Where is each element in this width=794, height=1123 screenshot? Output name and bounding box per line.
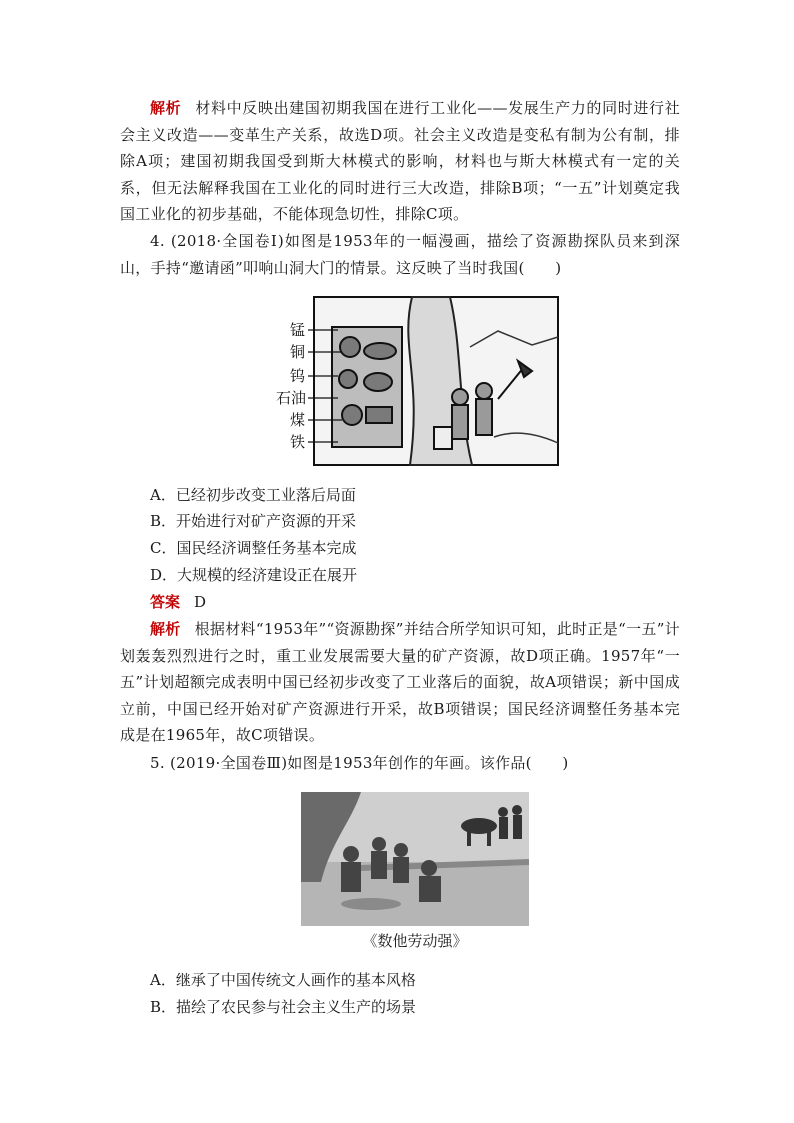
painting-food-basket [341,898,401,910]
intro-analysis-paragraph [120,95,680,228]
painting-ground [301,862,529,926]
label-copper: 铜 [290,343,306,361]
q4-answer [150,589,206,615]
q5-new-year-painting [301,792,529,926]
q4-answer-value: D [194,593,207,611]
q4-analysis-paragraph [120,616,680,749]
q5-painting-caption: 《数他劳动强》 [362,932,468,950]
label-manganese: 锰 [290,321,306,339]
q5-option-a: A．继承了中国传统文人画作的基本风格 [150,971,416,989]
cartoon-labels [276,321,306,451]
intro-analysis-label: 解析 [150,99,182,117]
q5-stem: 5. (2019·全国卷Ⅲ)如图是1953年创作的年画。该作品( ) [150,754,569,772]
q5-option-b: B．描绘了农民参与社会主义生产的场景 [150,998,417,1016]
cartoon-resource-figures [339,337,396,425]
label-iron: 铁 [290,433,306,451]
q4-answer-label: 答案 [150,593,181,611]
q4-option-d: D．大规模的经济建设正在展开 [150,566,358,584]
q4-cartoon-figure [262,287,566,469]
q4-option-b: B．开始进行对矿产资源的开采 [150,512,357,530]
q4-option-a: A．已经初步改变工业落后局面 [150,486,356,504]
q4-analysis-label: 解析 [150,620,181,638]
intro-analysis-text: 材料中反映出建国初期我国在进行工业化——发展生产力的同时进行社会主义改造——变革生产关系，故选D项。社会主义改造是变私有制为公有制，排除A项；建国初期我国受到斯大林模式的影响，材料也与斯大林模式有一定的关系，但无法解释我国在工业化的同时进行三大改造，排除B项；“一五”计划奠定我国工业化的初步基础，不能体现急切性，排除C项。 [120,99,680,223]
label-oil: 石油 [276,389,307,407]
label-tungsten: 钨 [290,367,306,385]
label-coal: 煤 [290,411,306,429]
q4-option-c: C．国民经济调整任务基本完成 [150,539,357,557]
q4-analysis-text: 根据材料“1953年”“资源勘探”并结合所学知识可知，此时正是“一五”计划轰轰烈烈进行之时，重工业发展需要大量的矿产资源，故D项正确。1957年“一五”计划超额完成表明中国已经初步改变了工业落后的面貌，故A项错误；新中国成立前，中国已经开始对矿产资源进行开采，故B项错误；国民经济调整任务基本完成是在1965年，故C项错误。 [120,620,680,744]
q4-stem: 4. (2018·全国卷Ⅰ)如图是1953年的一幅漫画，描绘了资源勘探队员来到深山，手持“邀请函”叩响山洞大门的情景。这反映了当时我国( ) [120,232,680,277]
